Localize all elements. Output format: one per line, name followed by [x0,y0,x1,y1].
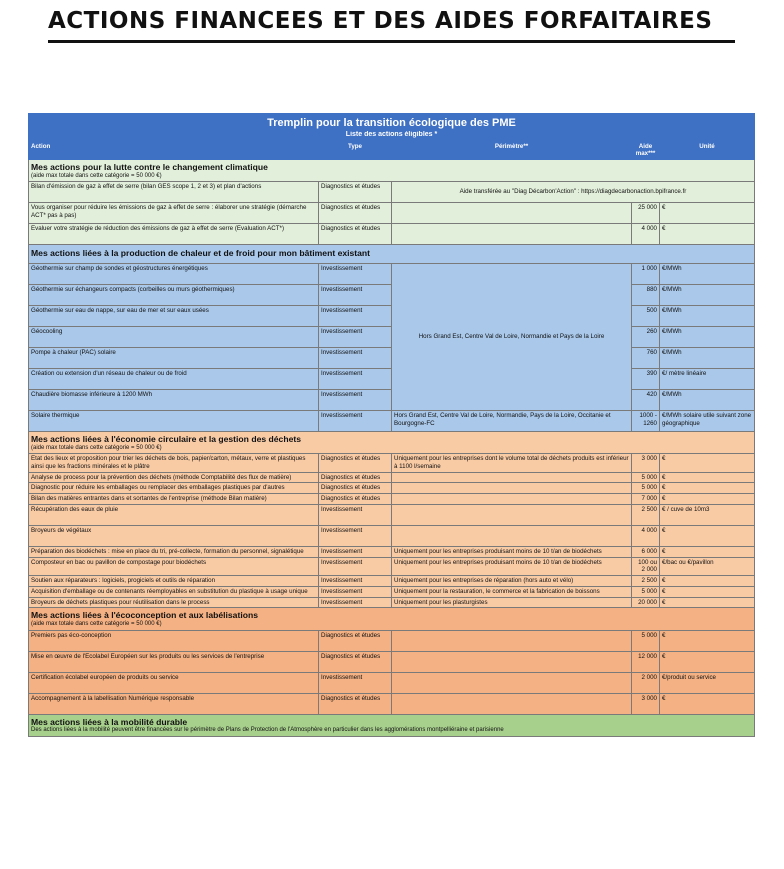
section-title: Mes actions liées à l'économie circulaire et la gestion des déchets [31,433,301,444]
cell-aide: 1 000 [632,263,660,284]
cell-perimetre: Uniquement pour les entreprises dont le volume total de déchets produits est inférieur à 1100 l/semaine [392,454,632,473]
cell-perimetre [392,672,632,693]
table-row [29,182,755,203]
cell-unite: €/MWh [660,305,755,326]
cell-aide: 3 000 [632,693,660,714]
cell-aide: 5 000 [632,586,660,597]
cell-type: Diagnostics et études [319,454,392,473]
cell-unite: € [660,651,755,672]
section-note: (aide max totale dans cette catégorie = 50 000 €) [31,172,162,179]
cell-action: Soutien aux réparateurs : logiciels, progiciels et outils de réparation [29,576,319,587]
cell-unite: € [660,224,755,245]
cell-perimetre: Uniquement pour les plasturgistes [392,597,632,608]
section-title: Mes actions liées à la mobilité durable [31,716,188,727]
table-row [29,504,755,525]
cell-unite: €/ mètre linéaire [660,368,755,389]
cell-perimetre: Uniquement pour les entreprises produisant moins de 10 t/an de biodéchets [392,557,632,576]
cell-aide: 5 000 [632,630,660,651]
cell-aide: 260 [632,326,660,347]
cell-type: Investissement [319,305,392,326]
cell-type: Investissement [319,597,392,608]
cell-perimetre [392,483,632,494]
cell-aide: 3 000 [632,454,660,473]
table-row [29,597,755,608]
cell-type: Investissement [319,389,392,410]
cell-action: Création ou extension d'un réseau de chaleur ou de froid [29,368,319,389]
cell-action: Bilan d'émission de gaz à effet de serre (bilan GES scope 1, 2 et 3) et plan d'actions [29,182,319,203]
cell-action: Chaudière biomasse inférieure à 1200 MWh [29,389,319,410]
cell-aide: 4 000 [632,224,660,245]
col-header-unite: Unité [660,141,755,160]
section-header-climat [29,160,755,182]
cell-unite: € / cuve de 10m3 [660,504,755,525]
cell-action: Pompe à chaleur (PAC) solaire [29,347,319,368]
cell-action: Géothermie sur échangeurs compacts (corbeilles ou murs géothermiques) [29,284,319,305]
cell-perimetre: Aide transférée au "Diag Décarbon'Action" : https://diagdecarbonaction.bpifrance.fr [392,182,755,203]
cell-aide: 6 000 [632,546,660,557]
cell-unite: € [660,586,755,597]
section-header-circulaire [29,431,755,453]
cell-type: Investissement [319,263,392,284]
cell-type: Diagnostics et études [319,472,392,483]
cell-action: Certification écolabel européen de produits ou service [29,672,319,693]
section-note: (aide max totale dans cette catégorie = 50 000 €) [31,621,162,628]
sheet-subtitle: Liste des actions éligibles * [29,131,755,141]
cell-type: Investissement [319,576,392,587]
title-underline [48,40,735,43]
cell-perimetre [392,525,632,546]
cell-unite: € [660,454,755,473]
cell-perimetre: Uniquement pour la restauration, le commerce et la fabrication de boissons [392,586,632,597]
cell-type: Investissement [319,557,392,576]
cell-type: Investissement [319,504,392,525]
cell-unite: €/MWh [660,284,755,305]
col-header-type: Type [319,141,392,160]
cell-unite: €/MWh [660,389,755,410]
cell-type: Diagnostics et études [319,483,392,494]
cell-type: Diagnostics et études [319,182,392,203]
cell-perimetre [392,651,632,672]
col-header-perimetre: Périmètre** [392,141,632,160]
cell-type: Diagnostics et études [319,203,392,224]
table-row [29,410,755,431]
cell-type: Investissement [319,368,392,389]
cell-aide: 760 [632,347,660,368]
section-title: Mes actions pour la lutte contre le changement climatique [31,162,268,172]
section-title: Mes actions liées à la production de chaleur et de froid pour mon bâtiment existant [31,248,371,259]
cell-aide: 5 000 [632,472,660,483]
section-note: Des actions liées à la mobilité peuvent être financées sur le périmètre de Plans de Protection de l'Atmosphère en particulier dans les agglomérations montpelliéraine et parisienne [31,727,504,734]
cell-type: Investissement [319,586,392,597]
cell-type: Investissement [319,284,392,305]
table-row [29,203,755,224]
cell-type: Investissement [319,326,392,347]
table-row [29,454,755,473]
table-row [29,557,755,576]
eligible-actions-sheet [28,113,754,737]
cell-perimetre [392,630,632,651]
eligible-actions-table [28,113,755,737]
cell-type: Diagnostics et études [319,651,392,672]
table-row [29,224,755,245]
table-row [29,472,755,483]
cell-action: Récupération des eaux de pluie [29,504,319,525]
cell-unite: €/MWh [660,263,755,284]
cell-aide: 7 000 [632,494,660,505]
table-row [29,630,755,651]
table-row [29,546,755,557]
table-row [29,651,755,672]
cell-perimetre [392,203,632,224]
cell-type: Investissement [319,347,392,368]
sheet-title: Tremplin pour la transition écologique des PME [29,114,755,131]
cell-aide: 12 000 [632,651,660,672]
cell-perimetre [392,224,632,245]
cell-perimetre: Hors Grand Est, Centre Val de Loire, Normandie, Pays de la Loire, Occitanie et Bourgogne-FC [392,410,632,431]
table-row [29,525,755,546]
cell-perimetre [392,693,632,714]
table-row [29,576,755,587]
cell-action: Analyse de process pour la prévention des déchets (méthode Comptabilité des flux de matière) [29,472,319,483]
cell-aide: 2 500 [632,576,660,587]
table-row [29,586,755,597]
cell-perimetre [392,472,632,483]
cell-unite: € [660,483,755,494]
cell-action: Préparation des biodéchets : mise en place du tri, pré-collecte, formation du personnel, signalétique [29,546,319,557]
cell-action: Composteur en bac ou pavillon de compostage pour biodéchets [29,557,319,576]
cell-type: Diagnostics et études [319,630,392,651]
cell-type: Diagnostics et études [319,224,392,245]
table-row [29,483,755,494]
column-header-row [29,141,755,160]
section-header-ecoconception [29,608,755,630]
cell-action: Géocooling [29,326,319,347]
cell-action: Mise en œuvre de l'Ecolabel Européen sur les produits ou les services de l'entreprise [29,651,319,672]
cell-aide: 2 000 [632,672,660,693]
cell-perimetre: Uniquement pour les entreprises de réparation (hors auto et vélo) [392,576,632,587]
cell-type: Investissement [319,410,392,431]
cell-unite: € [660,494,755,505]
cell-action: Vous organiser pour réduire les émissions de gaz à effet de serre : élaborer une stratégie (démarche ACT* pas à pas) [29,203,319,224]
cell-action: Broyeurs de déchets plastiques pour réutilisation dans le process [29,597,319,608]
section-note: (aide max totale dans cette catégorie = 50 000 €) [31,444,162,451]
cell-unite: € [660,693,755,714]
cell-aide: 880 [632,284,660,305]
cell-action: Accompagnement à la labellisation Numérique responsable [29,693,319,714]
cell-perimetre [392,504,632,525]
cell-unite: €/produit ou service [660,672,755,693]
cell-unite: € [660,203,755,224]
cell-perimetre-merged: Hors Grand Est, Centre Val de Loire, Normandie et Pays de la Loire [392,263,632,410]
cell-aide: 1000 - 1260 [632,410,660,431]
cell-type: Diagnostics et études [319,494,392,505]
cell-type: Investissement [319,546,392,557]
cell-aide: 5 000 [632,483,660,494]
cell-aide: 500 [632,305,660,326]
cell-action: Etat des lieux et proposition pour trier les déchets de bois, papier/carton, métaux, verre et plastiques ainsi que les fractions minérales et le plâtre [29,454,319,473]
table-row [29,494,755,505]
table-row [29,672,755,693]
section-title: Mes actions liées à l'écoconception et aux labélisations [31,610,258,621]
cell-aide: 390 [632,368,660,389]
section-header-chaleur [29,245,755,264]
cell-action: Géothermie sur eau de nappe, sur eau de mer et sur eaux usées [29,305,319,326]
cell-aide: 2 500 [632,504,660,525]
cell-unite: €/bac ou €/pavillon [660,557,755,576]
cell-aide: 25 000 [632,203,660,224]
cell-action: Acquisition d'emballage ou de contenants réemployables en substitution du plastique à usage unique [29,586,319,597]
cell-aide: 100 ou 2 000 [632,557,660,576]
page-title: ACTIONS FINANCEES ET DES AIDES FORFAITAIRES [48,8,713,34]
cell-type: Investissement [319,525,392,546]
section-header-mobilite [29,714,755,736]
cell-type: Investissement [319,672,392,693]
cell-unite: €/MWh [660,347,755,368]
cell-action: Premiers pas éco-conception [29,630,319,651]
cell-unite: €/MWh [660,326,755,347]
cell-unite: € [660,472,755,483]
cell-type: Diagnostics et études [319,693,392,714]
cell-action: Diagnostic pour réduire les emballages ou remplacer des emballages plastiques par d'autres [29,483,319,494]
cell-unite: € [660,546,755,557]
cell-aide: 420 [632,389,660,410]
cell-action: Evaluer votre stratégie de réduction des émissions de gaz à effet de serre (Evaluation ACT*) [29,224,319,245]
cell-unite: € [660,630,755,651]
cell-unite: € [660,576,755,587]
cell-unite: €/MWh solaire utile suivant zone géographique [660,410,755,431]
cell-action: Broyeurs de végétaux [29,525,319,546]
col-header-action: Action [29,141,319,160]
cell-perimetre: Uniquement pour les entreprises produisant moins de 10 t/an de biodéchets [392,546,632,557]
cell-aide: 20 000 [632,597,660,608]
cell-unite: € [660,597,755,608]
cell-perimetre [392,494,632,505]
cell-unite: € [660,525,755,546]
cell-action: Géothermie sur champ de sondes et géostructures énergétiques [29,263,319,284]
table-row [29,263,755,284]
col-header-aide: Aide max*** [632,141,660,160]
cell-action: Bilan des matières entrantes dans et sortantes de l'entreprise (méthode Bilan matière) [29,494,319,505]
table-row [29,693,755,714]
cell-action: Solaire thermique [29,410,319,431]
cell-aide: 4 000 [632,525,660,546]
